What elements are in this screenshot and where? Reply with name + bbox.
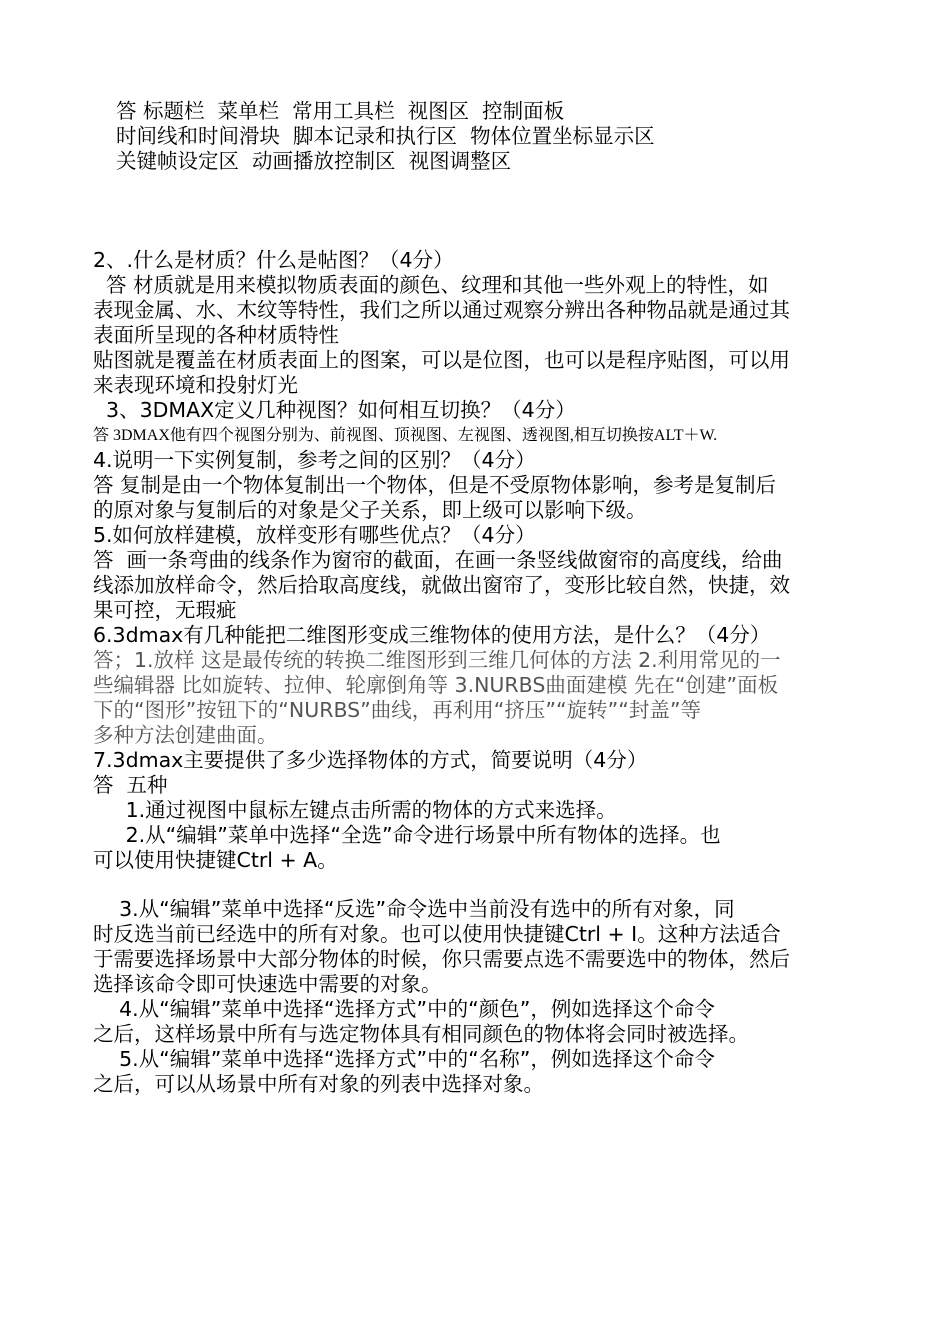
text-line: 时反选当前已经选中的所有对象。也可以使用快捷键Ctrl + I。这种方法适合	[93, 922, 781, 946]
question-heading: 4.说明一下实例复制，参考之间的区别？（4分）	[93, 448, 536, 472]
text-line: 下的“图形”按钮下的“NURBS”曲线，再利用“挤压”“旋转”“封盖”等	[93, 698, 702, 722]
text-line: 的原对象与复制后的对象是父子关系，即上级可以影响下级。	[93, 498, 647, 522]
text-line: 答 画一条弯曲的线条作为窗帘的截面，在画一条竖线做窗帘的高度线，给曲	[93, 548, 783, 572]
text-line: 2.从“编辑”菜单中选择“全选”命令进行场景中所有物体的选择。也	[93, 823, 721, 847]
text-line: 来表现环境和投射灯光	[93, 373, 298, 397]
text-line: 于需要选择场景中大部分物体的时候，你只需要点选不需要选中的物体，然后	[93, 947, 790, 971]
text-line: 贴图就是覆盖在材质表面上的图案，可以是位图，也可以是程序贴图，可以用	[93, 348, 790, 372]
text-line: 线添加放样命令，然后拾取高度线，就做出窗帘了，变形比较自然，快捷，效	[93, 573, 790, 597]
text-line: 答 复制是由一个物体复制出一个物体，但是不受原物体影响，参考是复制后	[93, 473, 777, 497]
text-line: 答；1.放样 这是最传统的转换二维图形到三维几何体的方法 2.利用常见的一	[93, 648, 781, 672]
text-line: 果可控，无瑕疵	[93, 598, 237, 622]
question-heading: 5.如何放样建模，放样变形有哪些优点？（4分）	[93, 523, 536, 547]
text-line: 1.通过视图中鼠标左键点击所需的物体的方式来选择。	[93, 798, 617, 822]
text-line: 选择该命令即可快速选中需要的对象。	[93, 972, 442, 996]
text-line: 之后，可以从场景中所有对象的列表中选择对象。	[93, 1072, 544, 1096]
text-line: 3.从“编辑”菜单中选择“反选”命令选中当前没有选中的所有对象，同	[93, 897, 735, 921]
question-heading: 6.3dmax有几种能把二维图形变成三维物体的使用方法，是什么？（4分）	[93, 623, 771, 647]
question-heading: 7.3dmax主要提供了多少选择物体的方式，简要说明（4分）	[93, 748, 648, 772]
text-line: 答 材质就是用来模拟物质表面的颜色、纹理和其他一些外观上的特性，如	[93, 273, 769, 297]
text-line: 答 3DMAX他有四个视图分别为、前视图、顶视图、左视图、透视图,相互切换按ALT＋W.	[93, 427, 718, 444]
question-heading: 3、3DMAX定义几种视图？如何相互切换？（4分）	[93, 398, 576, 422]
text-line: 可以使用快捷键Ctrl + A。	[93, 848, 338, 872]
text-line: 关键帧设定区 动画播放控制区 视图调整区	[116, 149, 512, 173]
text-line: 4.从“编辑”菜单中选择“选择方式”中的“颜色”，例如选择这个命令	[93, 997, 715, 1021]
text-line: 时间线和时间滑块 脚本记录和执行区 物体位置坐标显示区	[116, 124, 655, 148]
text-line: 表现金属、水、木纹等特性，我们之所以通过观察分辨出各种物品就是通过其	[93, 298, 790, 322]
text-line: 表面所呈现的各种材质特性	[93, 323, 339, 347]
text-line: 多种方法创建曲面。	[93, 723, 278, 747]
text-line: 5.从“编辑”菜单中选择“选择方式”中的“名称”，例如选择这个命令	[93, 1047, 715, 1071]
text-line: 答 五种	[93, 773, 168, 797]
text-line: 之后，这样场景中所有与选定物体具有相同颜色的物体将会同时被选择。	[93, 1022, 749, 1046]
question-heading: 2、.什么是材质？什么是帖图？（4分）	[93, 248, 454, 272]
text-line: 答 标题栏 菜单栏 常用工具栏 视图区 控制面板	[116, 99, 565, 123]
text-line: 些编辑器 比如旋转、拉伸、轮廓倒角等 3.NURBS曲面建模 先在“创建”面板	[93, 673, 779, 697]
